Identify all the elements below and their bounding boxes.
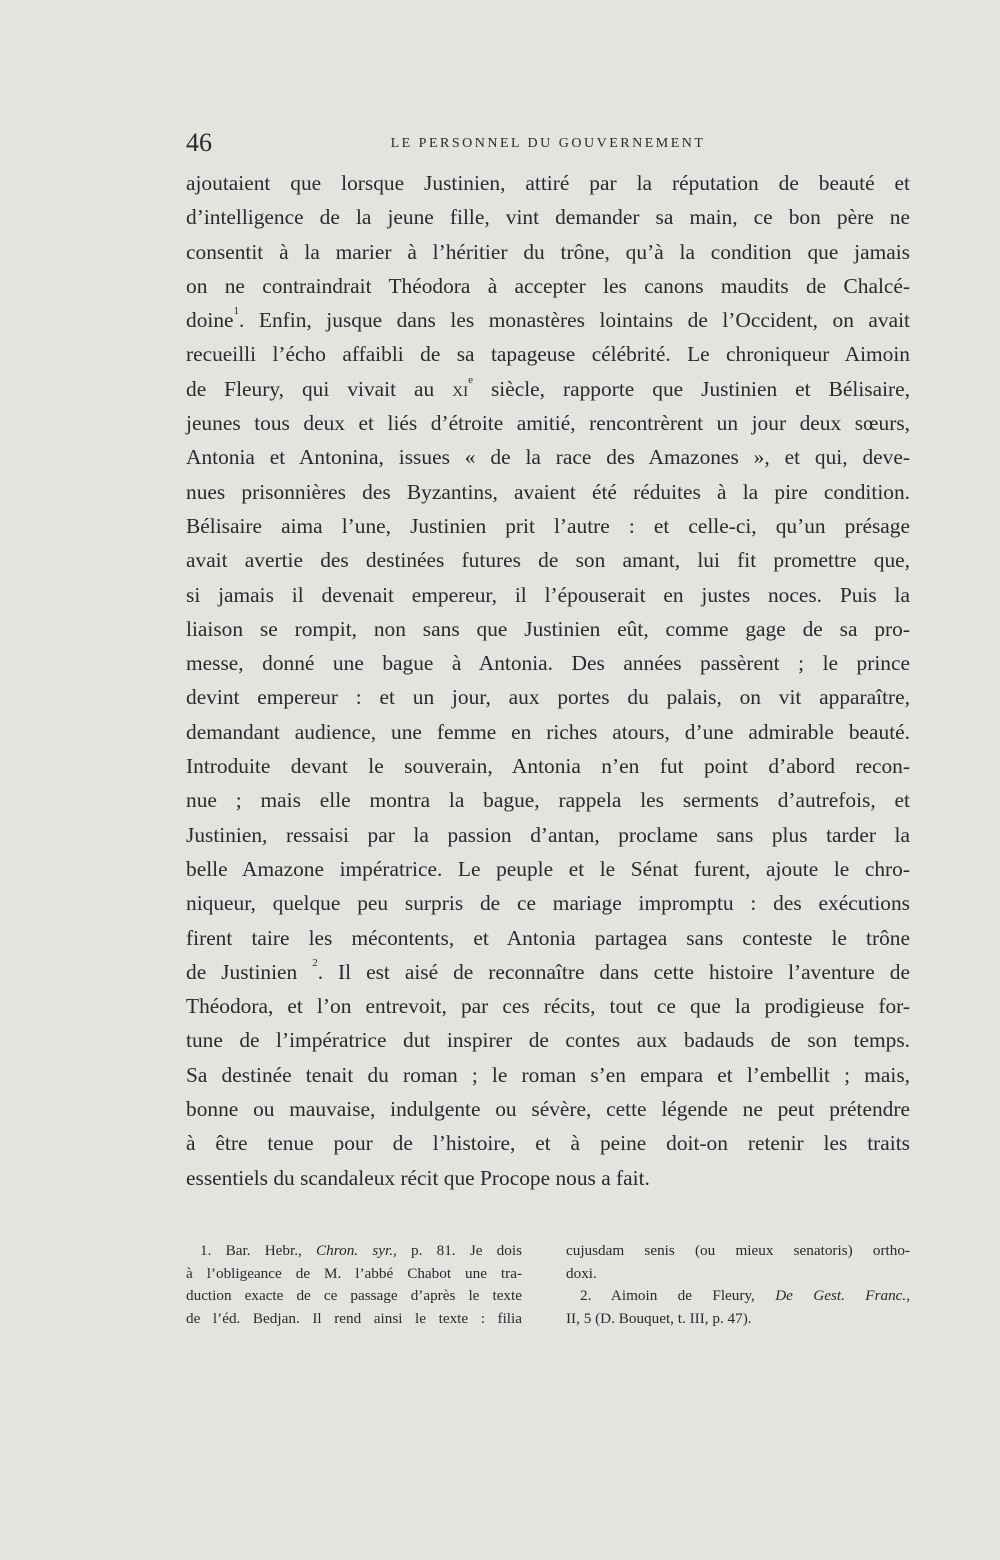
footnote-1-line: à l’obligeance de M. l’abbé Chabot une tra-	[186, 1264, 522, 1282]
footnote-title-degest: De Gest. Franc.	[775, 1287, 907, 1305]
text-line: Sa destinée tenait du roman ; le roman s’en empara et l’embellit ; mais,	[186, 1062, 910, 1087]
footnote-2-line: 2. Aimoin de Fleury, De Gest. Franc.,	[580, 1287, 910, 1305]
footnote-column-right	[566, 1240, 910, 1330]
running-head	[186, 128, 910, 158]
footnote-column-left	[186, 1240, 522, 1330]
text-line: ajoutaient que lorsque Justinien, attiré par la réputation de beauté et	[186, 171, 910, 195]
text-line: niqueur, quelque peu surpris de ce mariage impromptu : des exécutions	[186, 891, 910, 916]
text-line: messe, donné une bague à Antonia. Des années passèrent ; le prince	[186, 651, 910, 676]
text-line: consentit à la marier à l’héritier du trône, qu’à la condition que jamais	[186, 239, 910, 264]
footnotes	[186, 1240, 910, 1340]
text-line: Théodora, et l’on entrevoit, par ces récits, tout ce que la prodigieuse for-	[186, 994, 910, 1019]
text-line: Introduite devant le souverain, Antonia n’en fut point d’abord recon-	[186, 754, 910, 779]
century-numeral: xi	[452, 376, 469, 401]
footnote-2-line: II, 5 (D. Bouquet, t. III, p. 47).	[566, 1309, 752, 1327]
text-line: Antonia et Antonina, issues « de la race des Amazones », et qui, deve-	[186, 445, 910, 470]
footnote-1-line: doxi.	[566, 1264, 597, 1282]
text-line: demandant audience, une femme en riches atours, d’une admirable beauté.	[186, 719, 910, 744]
text-line: recueilli l’écho affaibli de sa tapageuse célébrité. Le chroniqueur Aimoin	[186, 342, 910, 367]
footnote-1-line: 1. Bar. Hebr., Chron. syr., p. 81. Je dois	[200, 1242, 522, 1259]
text-line: jeunes tous deux et liés d’étroite amitié, rencontrèrent un jour deux sœurs,	[186, 411, 910, 436]
text-line: Bélisaire aima l’une, Justinien prit l’autre : et celle-ci, qu’un présage	[186, 513, 910, 538]
footnote-ref-1[interactable]: 1	[233, 305, 240, 318]
text-line: d’intelligence de la jeune fille, vint demander sa main, ce bon père ne	[186, 205, 910, 230]
text-line: de Fleury, qui vivait au $xi^e$ siècle, rapporte que Justinien et Bélisaire,	[186, 373, 910, 401]
text-line: liaison se rompit, non sans que Justinien eût, comme gage de sa pro-	[186, 616, 910, 641]
footnote-1-line: duction exacte de ce passage d’après le texte	[186, 1287, 522, 1305]
page-number: 46	[186, 128, 212, 157]
running-title: LE PERSONNEL DU GOUVERNEMENT	[390, 136, 706, 151]
text-line: bonne ou mauvaise, indulgente ou sévère, cette légende ne peut prétendre	[186, 1097, 910, 1122]
text-line: essentiels du scandaleux récit que Procope nous a fait.	[186, 1165, 650, 1190]
footnote-ref-2[interactable]: 2	[312, 956, 318, 969]
text-line: si jamais il devenait empereur, il l’épouserait en justes noces. Puis la	[186, 582, 910, 607]
text-line: belle Amazone impératrice. Le peuple et le Sénat furent, ajoute le chro-	[186, 856, 910, 881]
text-line: à être tenue pour de l’histoire, et à peine doit-on retenir les traits	[186, 1131, 910, 1156]
text-line: nues prisonnières des Byzantins, avaient été réduites à la pire condition.	[186, 479, 910, 504]
text-line: de Justinien $^2$. Il est aisé de reconnaître dans cette histoire l’aventure de	[186, 956, 910, 984]
text-line: avait avertie des destinées futures de son amant, lui fit promettre que,	[186, 548, 910, 573]
body-text	[186, 166, 910, 1195]
footnote-title-chron: Chron. syr.	[316, 1242, 393, 1259]
footnote-1-line: cujusdam senis (ou mieux senatoris) ortho-	[566, 1242, 910, 1259]
text-line: on ne contraindrait Théodora à accepter les canons maudits de Chalcé-	[186, 273, 910, 298]
text-line: doine$^1$. Enfin, jusque dans les monastères lointains de l’Occident, on avait	[186, 305, 910, 333]
text-line: nue ; mais elle montra la bague, rappela les serments d’autrefois, et	[186, 788, 910, 813]
text-line: tune de l’impératrice dut inspirer de contes aux badauds de son temps.	[186, 1028, 910, 1053]
footnote-1-line: de l’éd. Bedjan. Il rend ainsi le texte : filia	[186, 1309, 522, 1327]
text-line: Justinien, ressaisi par la passion d’antan, proclame sans plus tarder la	[186, 822, 910, 847]
text-line: devint empereur : et un jour, aux portes du palais, on vit apparaître,	[186, 685, 910, 710]
century-superscript: e	[468, 373, 473, 386]
text-line: firent taire les mécontents, et Antonia partagea sans conteste le trône	[186, 925, 910, 950]
